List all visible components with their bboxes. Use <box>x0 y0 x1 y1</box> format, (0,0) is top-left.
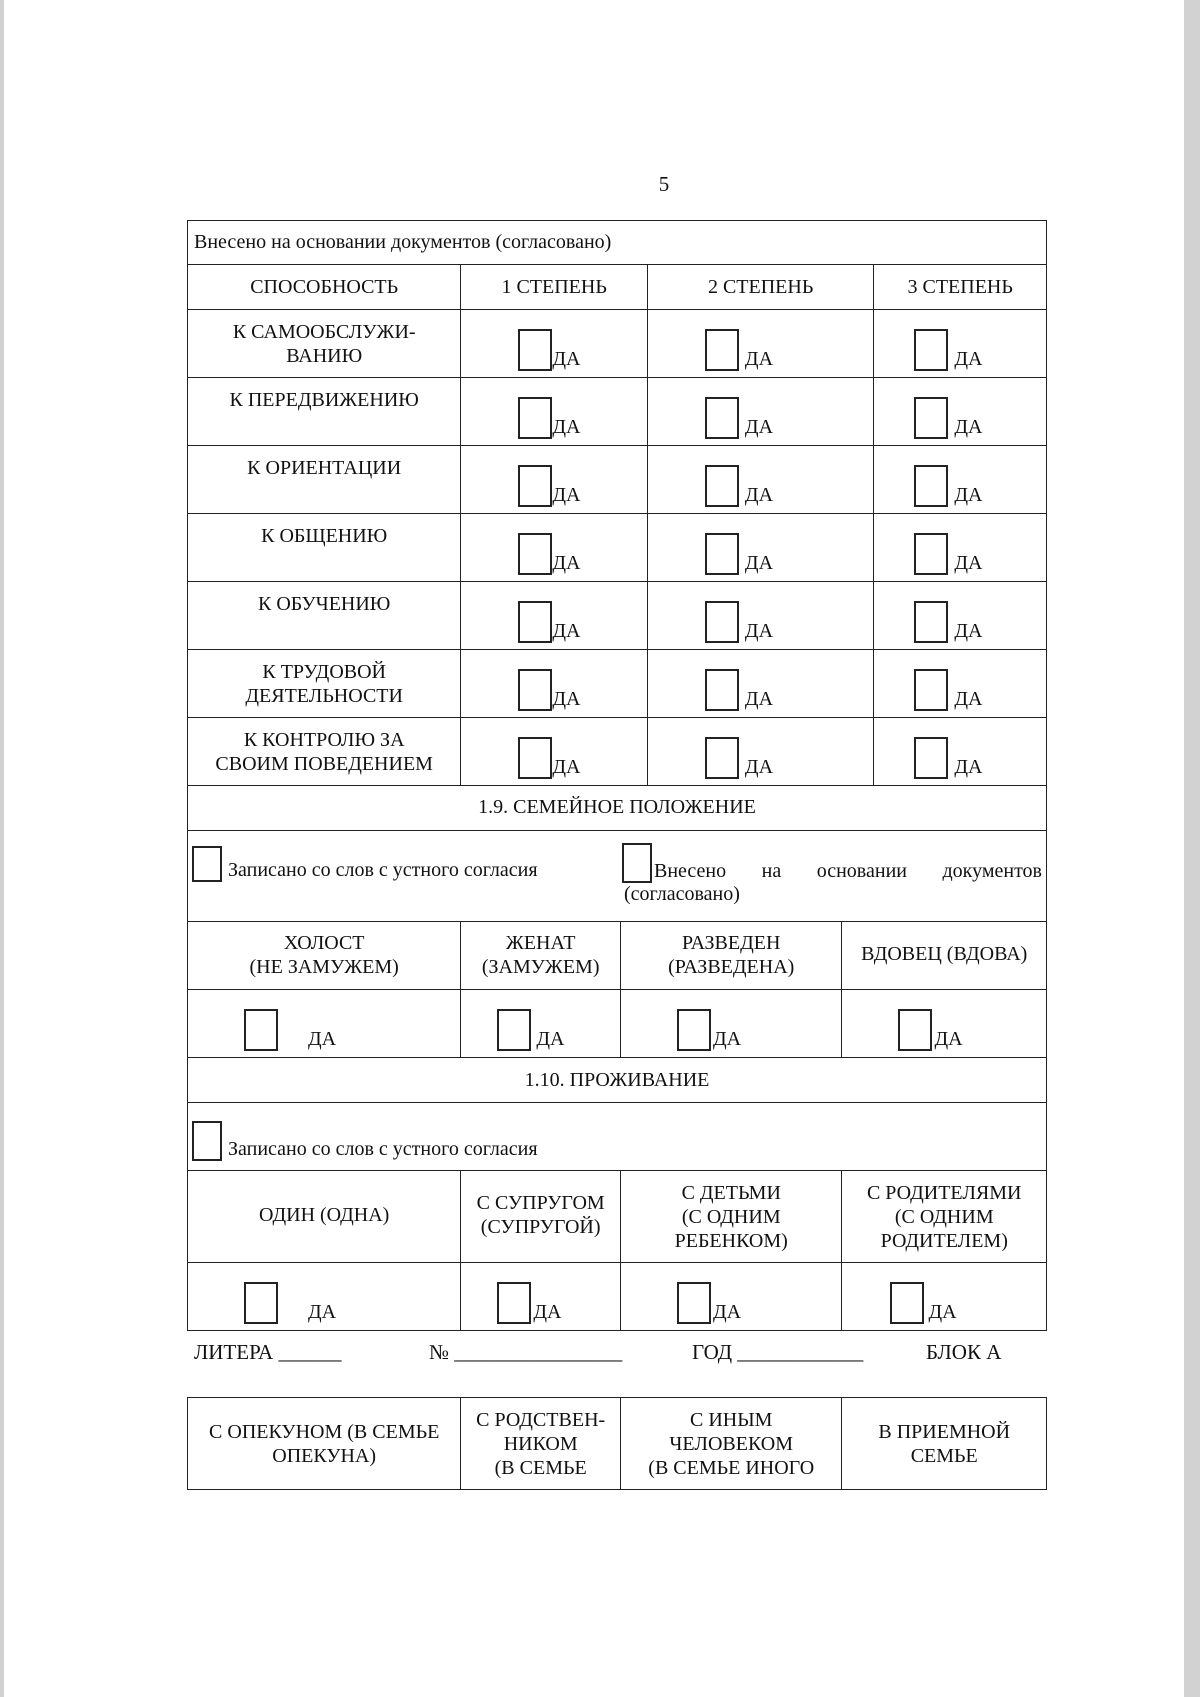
col-ability: СПОСОБНОСТЬ <box>188 265 461 309</box>
col-degree-2: 2 СТЕПЕНЬ <box>648 265 874 309</box>
living-option-foster: В ПРИЕМНОЙ СЕМЬЕ <box>878 1421 1011 1467</box>
ability-degree-1-cell: ДА <box>461 310 648 377</box>
ability-label: К КОНТРОЛЮ ЗА СВОИМ ПОВЕДЕНИЕМ <box>188 718 461 785</box>
ability-degree-2-cell: ДА <box>648 650 874 717</box>
ability-label: К ОБЩЕНИЮ <box>188 514 461 581</box>
ability-degree-1-cell: ДА <box>461 378 648 445</box>
ability-degree-3-cell: ДА <box>874 378 1046 445</box>
ability-work-degree-3-checkbox[interactable] <box>914 669 948 711</box>
ability-communication-degree-3-checkbox[interactable] <box>914 533 948 575</box>
living-oral-checkbox[interactable] <box>192 1121 222 1161</box>
living-option-parents: С РОДИТЕЛЯМИ (С ОДНИМ РОДИТЕЛЕМ) <box>866 1182 1022 1252</box>
ability-communication-degree-1-checkbox[interactable] <box>518 533 552 575</box>
family-source-row <box>187 831 1047 922</box>
ability-label: К ОРИЕНТАЦИИ <box>188 446 461 513</box>
living-children-checkbox[interactable] <box>677 1282 711 1324</box>
ability-work-degree-2-checkbox[interactable] <box>705 669 739 711</box>
living-option-alone: ОДИН (ОДНА) <box>188 1171 461 1262</box>
family-checks-row: ДА ДА ДА ДА <box>187 990 1047 1058</box>
ability-self-care-degree-3-checkbox[interactable] <box>914 329 948 371</box>
ability-learning-degree-2-checkbox[interactable] <box>705 601 739 643</box>
ability-row-behavior <box>187 718 1047 786</box>
ability-degree-1-cell: ДА <box>461 582 648 649</box>
ability-orientation-degree-1-checkbox[interactable] <box>518 465 552 507</box>
ability-degree-2-cell: ДА <box>648 582 874 649</box>
family-title: 1.9. СЕМЕЙНОЕ ПОЛОЖЕНИЕ <box>478 796 756 818</box>
col-degree-3: 3 СТЕПЕНЬ <box>907 276 1013 298</box>
ability-movement-degree-3-checkbox[interactable] <box>914 397 948 439</box>
living-title: 1.10. ПРОЖИВАНИЕ <box>524 1069 710 1091</box>
header-note: Внесено на основании документов (согласовано) <box>194 231 612 253</box>
ability-row-communication <box>187 514 1047 582</box>
ability-label: К ПЕРЕДВИЖЕНИЮ <box>188 378 461 445</box>
ability-degree-1-cell: ДА <box>461 446 648 513</box>
family-option-single: ХОЛОСТ (НЕ ЗАМУЖЕМ) <box>188 922 461 989</box>
living-option-other-person: С ИНЫМ ЧЕЛОВЕКОМ (В СЕМЬЕ ИНОГО <box>621 1398 842 1489</box>
footer-number: № ________________ <box>429 1340 623 1364</box>
family-source-docs-2: (согласовано) <box>624 883 740 905</box>
living-parents-checkbox[interactable] <box>890 1282 924 1324</box>
ability-orientation-degree-2-checkbox[interactable] <box>705 465 739 507</box>
ability-degree-3-cell: ДА <box>874 310 1046 377</box>
living-option-relative: С РОДСТВЕН- НИКОМ (В СЕМЬЕ <box>461 1398 621 1489</box>
ability-orientation-degree-3-checkbox[interactable] <box>914 465 948 507</box>
ability-learning-degree-3-checkbox[interactable] <box>914 601 948 643</box>
living-option-children: С ДЕТЬМИ (С ОДНИМ РЕБЕНКОМ) <box>621 1171 842 1262</box>
ability-work-degree-1-checkbox[interactable] <box>518 669 552 711</box>
ability-header-row <box>187 265 1047 310</box>
document-page <box>4 0 1184 1697</box>
living-alone-checkbox[interactable] <box>244 1282 278 1324</box>
living-title-row <box>187 1058 1047 1103</box>
footer-year: ГОД ____________ <box>692 1340 864 1364</box>
living-source-row <box>187 1103 1047 1171</box>
ability-degree-2-cell: ДА <box>648 310 874 377</box>
living-option-spouse: С СУПРУГОМ (СУПРУГОЙ) <box>461 1171 621 1262</box>
ability-row-self-care <box>187 310 1047 378</box>
living-option-guardian: С ОПЕКУНОМ (В СЕМЬЕ ОПЕКУНА) <box>188 1398 461 1489</box>
ability-communication-degree-2-checkbox[interactable] <box>705 533 739 575</box>
ability-self-care-degree-2-checkbox[interactable] <box>705 329 739 371</box>
living-source-oral: Записано со слов с устного согласия <box>228 1138 538 1160</box>
family-title-row <box>187 786 1047 831</box>
header-note-row <box>187 220 1047 265</box>
living-options-row <box>187 1171 1047 1263</box>
col-degree-1: 1 СТЕПЕНЬ <box>461 265 648 309</box>
footer-litera: ЛИТЕРА ______ <box>194 1340 342 1364</box>
family-source-oral: Записано со слов с устного согласия <box>228 859 538 881</box>
family-option-widowed: ВДОВЕЦ (ВДОВА) <box>861 943 1028 965</box>
ability-behavior-degree-1-checkbox[interactable] <box>518 737 552 779</box>
family-married-checkbox[interactable] <box>497 1009 531 1051</box>
family-widowed-checkbox[interactable] <box>898 1009 932 1051</box>
ability-degree-1-cell: ДА <box>461 650 648 717</box>
living-spouse-checkbox[interactable] <box>497 1282 531 1324</box>
ability-degree-1-cell: ДА <box>461 514 648 581</box>
page-number: 5 <box>658 172 670 196</box>
ability-row-work <box>187 650 1047 718</box>
ability-row-orientation <box>187 446 1047 514</box>
family-option-divorced: РАЗВЕДЕН (РАЗВЕДЕНА) <box>621 922 842 989</box>
ability-self-care-degree-1-checkbox[interactable] <box>518 329 552 371</box>
ability-movement-degree-2-checkbox[interactable] <box>705 397 739 439</box>
ability-label: К ОБУЧЕНИЮ <box>188 582 461 649</box>
family-option-married: ЖЕНАТ (ЗАМУЖЕМ) <box>461 922 621 989</box>
living-checks-row: ДА ДА ДА ДА <box>187 1263 1047 1331</box>
ability-row-learning <box>187 582 1047 650</box>
ability-degree-2-cell: ДА <box>648 718 874 785</box>
family-single-checkbox[interactable] <box>244 1009 278 1051</box>
ability-degree-2-cell: ДА <box>648 446 874 513</box>
family-options-row <box>187 922 1047 990</box>
ability-row-movement <box>187 378 1047 446</box>
ability-degree-2-cell: ДА <box>648 514 874 581</box>
family-oral-checkbox[interactable] <box>192 846 222 882</box>
ability-behavior-degree-3-checkbox[interactable] <box>914 737 948 779</box>
ability-degree-3-cell: ДА <box>874 650 1046 717</box>
ability-movement-degree-1-checkbox[interactable] <box>518 397 552 439</box>
living-options2-row <box>187 1397 1047 1490</box>
ability-behavior-degree-2-checkbox[interactable] <box>705 737 739 779</box>
ability-degree-1-cell: ДА <box>461 718 648 785</box>
ability-degree-3-cell: ДА <box>874 718 1046 785</box>
ability-degree-3-cell: ДА <box>874 582 1046 649</box>
footer-block: БЛОК А <box>926 1340 1002 1364</box>
ability-label: К САМООБСЛУЖИ- ВАНИЮ <box>188 310 461 377</box>
family-docs-checkbox[interactable] <box>622 843 652 883</box>
ability-degree-3-cell: ДА <box>874 514 1046 581</box>
family-divorced-checkbox[interactable] <box>677 1009 711 1051</box>
ability-degree-2-cell: ДА <box>648 378 874 445</box>
ability-learning-degree-1-checkbox[interactable] <box>518 601 552 643</box>
ability-degree-3-cell: ДА <box>874 446 1046 513</box>
ability-label: К ТРУДОВОЙ ДЕЯТЕЛЬНОСТИ <box>188 650 461 717</box>
family-source-docs: Внесено на основании документов <box>654 860 1042 882</box>
